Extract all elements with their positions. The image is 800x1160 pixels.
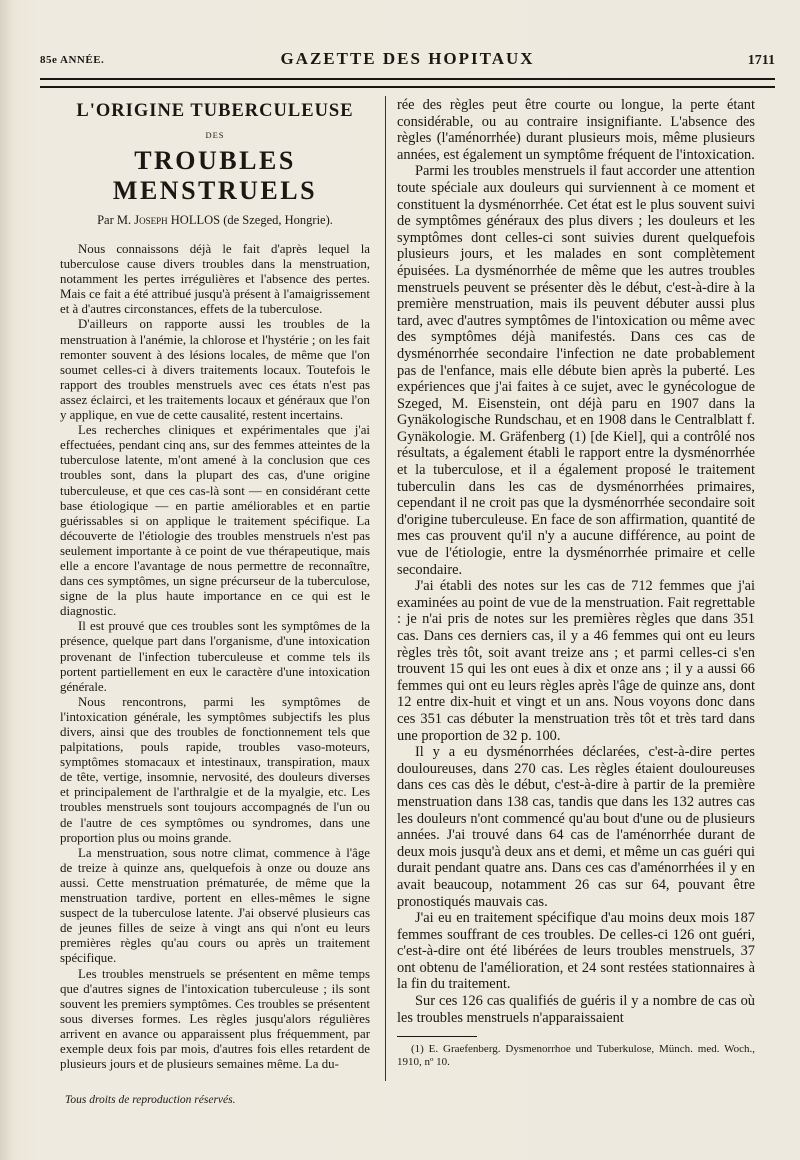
footnote: (1) E. Graefenberg. Dysmenorrhoe und Tuberkulose, Münch. med. Woch., 1910, nº 10.	[397, 1043, 755, 1069]
paragraph: D'ailleurs on rapporte aussi les troubles de la menstruation à l'anémie, la chlorose et l'hystérie ; on les fait remonter souvent à des lésions locales, de même que l'on soumet celles-ci à divers traitements locaux. Toutefois le rapport des troubles menstruels avec ces états n'est pas assez éclairci, et les traitements locaux et généraux que l'on y applique, en vue de cette causalité, restent incertains.	[60, 317, 370, 423]
author-prefix: Par M.	[97, 213, 132, 227]
paragraph: J'ai eu en traitement spécifique d'au moins deux mois 187 femmes souffrant de ces troubles. De celles-ci 126 ont guéri, c'est-à-dire ont été libérées de leurs troubles menstruels, 37 ont obtenu de l'amélioration, et 24 sont restées stationnaires à la fin du traitement.	[397, 910, 755, 993]
paragraph: Les recherches cliniques et expérimentales que j'ai effectuées, pendant cinq ans, sur des femmes atteintes de la tuberculose latente, m'ont amené à la conclusion que ces troubles sont, dans la plupart des cas, d'une origine tuberculeuse, et que ces cas-là sont — en considérant cette base étiologique — en partie améliorables et en partie guérissables si on applique le traitement spécifique. La découverte de l'étiologie des troubles menstruels n'est pas seulement importante à ce point de vue thérapeutique, mais elle a encore l'avantage de nous permettre de reconnaître, dans ces symptômes, un signe précurseur de la tuberculose, signe de la plus haute importance en ce qui est le diagnostic.	[60, 423, 370, 619]
article-title-line1: L'ORIGINE TUBERCULEUSE	[76, 101, 354, 121]
author-name: Joseph HOLLOS	[134, 213, 221, 227]
paragraph: Sur ces 126 cas qualifiés de guéris il y a nombre de cas où les troubles menstruels n'apparaissaient	[397, 993, 755, 1026]
paragraph: rée des règles peut être courte ou longue, la perte étant considérable, ou au contraire insignifiante. L'absence des règles (l'aménorrhée) durant plusieurs mois, même plusieurs années, est également un symptôme fréquent de l'intoxication.	[397, 97, 755, 163]
paragraph: Nous rencontrons, parmi les symptômes de l'intoxication générale, les symptômes subjectifs les plus divers, ainsi que des troubles de fonctionnement tels que palpitations, pouls rapide, troubles vaso-moteurs, symptômes stomacaux et intestinaux, transpiration, maux de tête, vertige, insomnie, nervosité, des douleurs diverses et principalement de l'arthralgie et de la myalgie, etc. Les troubles menstruels sont toujours accompagnés de l'un ou de l'autre de ces symptômes ou syndromes, dans une proportion plus ou moins grande.	[60, 694, 370, 845]
paragraph: Il est prouvé que ces troubles sont les symptômes de la présence, quelque part dans l'organisme, d'une intoxication provenant de l'infection tuberculeuse et comme tels ils portent partiellement en eux le caractère d'une intoxication générale.	[60, 619, 370, 694]
article-title-line2: TROUBLES MENSTRUELS	[112, 146, 318, 205]
article-author	[60, 212, 370, 228]
header-rule-top	[40, 78, 775, 80]
page-number: 1711	[747, 53, 775, 68]
author-place: (de Szeged, Hongrie).	[223, 213, 333, 227]
copyright-note: Tous droits de reproduction réservés.	[65, 1094, 236, 1106]
footnote-rule	[397, 1036, 477, 1037]
paragraph: J'ai établi des notes sur les cas de 712 femmes que j'ai examinées au point de vue de la menstruation. Fait regrettable : je n'ai pris de notes sur les premières règles que dans 351 cas. Dans ces derniers cas, il y a 46 femmes qui ont eu leurs règles très tôt, soit avant treize ans ; et parmi celles-ci s'en trouvent 15 qui les ont eues à dix et onze ans ; il y a aussi 66 femmes qui ont eu leurs règles après l'âge de quinze ans, dont 12 entre dix-huit et vingt et un ans. Nous voyons donc dans ces 351 cas débuter la menstruation très tôt et très tard dans une proportion de 32 p. 100.	[397, 578, 755, 744]
left-column	[60, 97, 370, 1072]
right-column	[397, 97, 755, 1069]
column-divider	[385, 96, 386, 1081]
header-rule-bottom	[40, 86, 775, 88]
article-title-des: DES	[205, 130, 225, 140]
issue-year: 85e ANNÉE.	[40, 54, 105, 66]
paragraph: Nous connaissons déjà le fait d'après lequel la tuberculose cause divers troubles dans la menstruation, notamment les pertes irrégulières et l'absence des pertes. Mais ce fait a été attribué jusqu'à présent à l'amaigrissement et à d'autres circonstances, effets de la tuberculose.	[60, 242, 370, 317]
paragraph: La menstruation, sous notre climat, commence à l'âge de treize à quinze ans, quelquefois à onze ou douze ans aussi. Cette menstruation prématurée, de même que la menstruation tardive, portent en elles-mêmes le signe suspect de la tuberculose latente. J'ai observé plusieurs cas de jeunes filles de seize à vingt ans qui n'ont eu leurs premières règles qu'au cours ou après un traitement spécifique.	[60, 845, 370, 966]
paragraph: Les troubles menstruels se présentent en même temps que d'autres signes de l'intoxication tuberculeuse ; ils sont souvent les premiers symptômes. Ces troubles se présentent sous diverses formes. Les règles jusqu'alors régulières arrivent en avance ou apparaissent plus fréquemment, par exemple deux fois par mois, d'autres fois elles retardent de plusieurs jours et de plusieurs semaines même. La du-	[60, 966, 370, 1072]
paragraph: Parmi les troubles menstruels il faut accorder une attention toute spéciale aux douleurs qui surviennent à ce moment et constituent la dysménorrhée. Cet état est le plus souvent suivi de symptômes généraux des plus divers ; les douleurs et les symptômes dont celles-ci sont suivies durent quelquefois plusieurs jours, et les malades en sont complètement épuisées. La dysménorrhée de même que les autres troubles menstruels peuvent se présenter dès le début, c'est-à-dire à la première menstruation, mais ils peuvent débuter aussi plus tard, avec d'autres symptômes de l'intoxication ou même avec des symptômes déjà manifestés. Dans ces cas de dysménorrhée secondaire l'infection ne date probablement pas de l'enfance, mais elle débute bien après la puberté. Les expériences que j'ai faites à ce sujet, avec le gynécologue de Szeged, M. Eisenstein, ont déjà paru en 1907 dans la Gynäkologische Rundschau, et en 1908 dans le Centralblatt f. Gynäkologie. M. Gräfenberg (1) [de Kiel], qui a contrôlé nos résultats, a également établi le rapport entre la dysménorrhée et la tuberculose, et il a également proposé le traitement tuberculin dans les cas de dysménorrhées primaires, cependant il ne croit pas que la dysménorrhée secondaire soit d'origine tuberculeuse. En face de son affirmation, quantité de mes cas prouvent qu'il n'y a aucune différence, au point de vue de l'étiologie, entre la dysménorrhée primaire et celle secondaire.	[397, 163, 755, 578]
paragraph: Il y a eu dysménorrhées déclarées, c'est-à-dire pertes douloureuses, dans 270 cas. Les règles étaient douloureuses dans ces cas dès le début, c'est-à-dire à partir de la première menstruation dans 138 cas, tandis que dans les 132 autres cas les douleurs n'ont commencé qu'au bout d'une ou de plusieurs années. J'ai trouvé dans 64 cas de l'aménorrhée durant de deux mois jusqu'à deux ans et demi, et même un cas guéri qui durait pendant quatre ans. Dans ces cas d'aménorrhées il y en avait beaucoup, notamment 26 cas sur 64, pouvant être pronostiqués mauvais cas.	[397, 744, 755, 910]
journal-title: GAZETTE DES HOPITAUX	[280, 49, 535, 68]
page-header	[40, 44, 775, 70]
